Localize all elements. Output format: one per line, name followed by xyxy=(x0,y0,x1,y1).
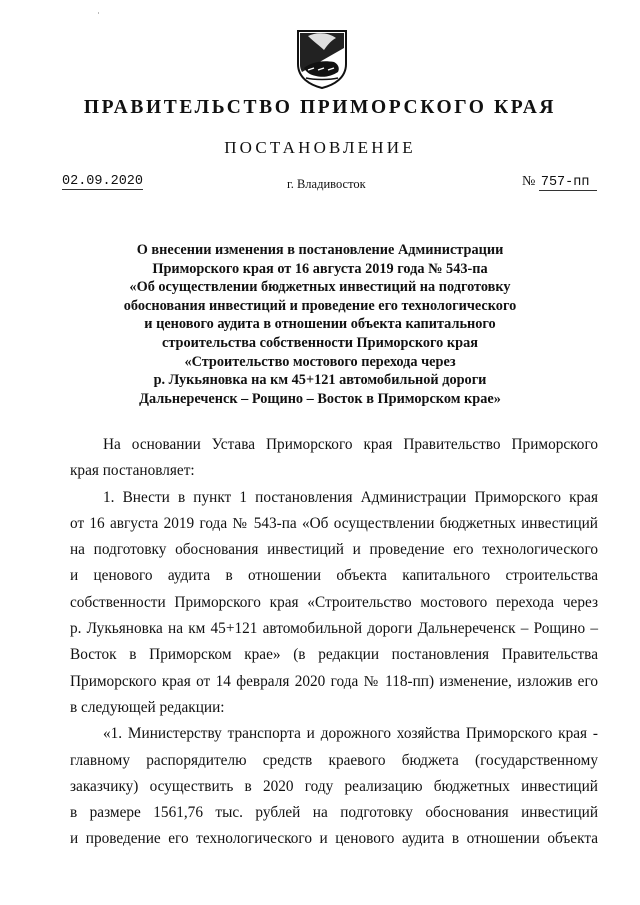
document-type: ПОСТАНОВЛЕНИЕ xyxy=(224,138,416,157)
body-line: Восток в Приморском крае» (в редакции постановления Правительства xyxy=(70,646,598,664)
organization-name: ПРАВИТЕЛЬСТВО ПРИМОРСКОГО КРАЯ xyxy=(83,97,557,118)
body-line: На основании Устава Приморского края Правительство Приморского xyxy=(103,436,598,453)
title-line: О внесении изменения в постановление Администрации xyxy=(136,242,504,258)
body-line: заказчику) осуществить в 2020 году реализацию бюджетных инвестиций xyxy=(70,777,598,795)
document-date: 02.09.2020 xyxy=(62,174,144,189)
title-line: строительства собственности Приморского края xyxy=(162,334,478,351)
title-line: обоснования инвестиций и проведение его технологического xyxy=(123,297,517,314)
document-body xyxy=(70,432,598,853)
body-line: Приморского края от 14 февраля 2020 года № 118-пп) изменение, изложив его xyxy=(70,672,598,690)
scan-mark xyxy=(98,12,99,14)
title-line: «Об осуществлении бюджетных инвестиций на подготовку xyxy=(129,279,511,296)
title-line: Приморского края от 16 августа 2019 года № 543-па xyxy=(152,260,488,277)
body-line: края постановляет: xyxy=(70,462,195,480)
body-line: собственности Приморского края «Строительство мостового перехода через xyxy=(70,593,598,611)
title-line: и ценового аудита в отношении объекта капитального xyxy=(144,316,496,333)
body-line: в размере 1561,76 тыс. рублей на подготовку обоснования инвестиций xyxy=(70,804,598,822)
body-line: и проведение его технологического и ценового аудита в отношении объекта xyxy=(70,830,598,848)
body-line: и ценового аудита в отношении объекта капитального строительства xyxy=(70,567,598,585)
coat-of-arms-icon xyxy=(294,28,350,90)
body-line: от 16 августа 2019 года № 543-па «Об осуществлении бюджетных инвестиций xyxy=(70,514,598,532)
body-line: на подготовку обоснования инвестиций и проведение его технологического xyxy=(70,541,598,559)
title-line: Дальнереченск – Рощино – Восток в Приморском крае» xyxy=(139,390,501,407)
document-title xyxy=(100,241,540,408)
document-city: г. Владивосток xyxy=(287,177,366,191)
body-line: «1. Министерству транспорта и дорожного хозяйства Приморского края - xyxy=(103,725,598,743)
number-prefix: № xyxy=(522,174,536,189)
title-line: р. Лукьяновка на км 45+121 автомобильной дороги xyxy=(153,372,487,389)
body-line: 1. Внести в пункт 1 постановления Администрации Приморского края xyxy=(103,488,598,506)
body-line: р. Лукьяновка на км 45+121 автомобильной дороги Дальнереченск – Рощино – xyxy=(70,620,598,638)
title-line: «Строительство мостового перехода через xyxy=(184,353,456,370)
document-number xyxy=(522,174,597,190)
body-line: в следующей редакции: xyxy=(70,698,225,716)
body-line: главному распорядителю средств краевого бюджета (государственному xyxy=(70,751,598,769)
number-value: 757-пп xyxy=(539,175,598,191)
